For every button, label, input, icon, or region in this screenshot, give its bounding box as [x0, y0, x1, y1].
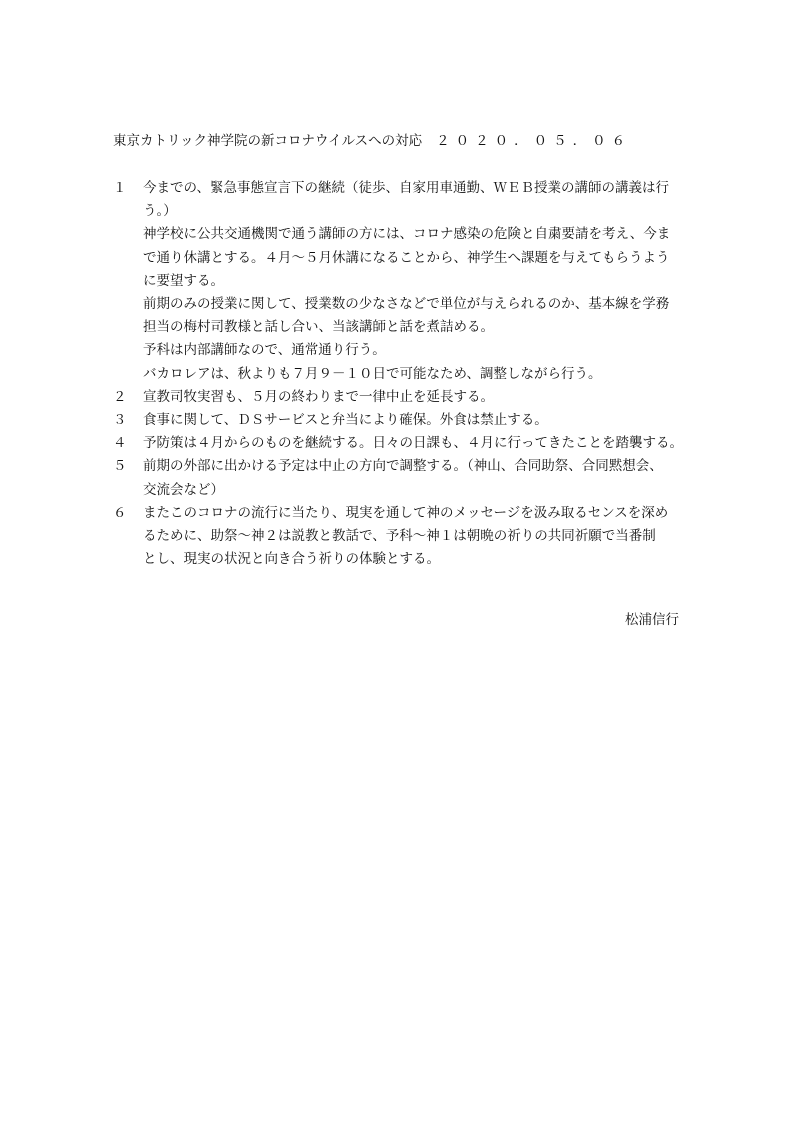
text-line: またこのコロナの流行に当たり、現実を通して神のメッセージを汲み取るセンスを深め	[143, 504, 669, 521]
text-line: 交流会など）	[143, 481, 224, 498]
text-line: 食事に関して、ＤＳサービスと弁当により確保。外食は禁止する。	[143, 412, 548, 429]
list-item-number: ６	[113, 504, 127, 521]
text-line: う。）	[143, 203, 177, 220]
numbered-list	[113, 177, 688, 571]
list-item-number: １	[113, 180, 127, 196]
text-line: 担当の梅村司教様と話し合い、当該講師と話を煮詰める。	[143, 319, 494, 336]
list-item-2	[113, 386, 688, 409]
text-line: で通り休講とする。４月～５月休講になることから、神学生へ課題を与えてもらうよう	[143, 249, 670, 266]
text-line: とし、現実の状況と向き合う祈りの体験とする。	[143, 551, 440, 568]
text-line: 神学校に公共交通機関で通う講師の方には、コロナ感染の危険と自粛要請を考え、今ま	[143, 226, 671, 243]
text-line: に要望する。	[143, 272, 224, 289]
document-title: 東京カトリック神学院の新コロナウイルスへの対応	[113, 133, 423, 149]
list-item-number: ３	[113, 412, 127, 429]
list-item-number: ５	[113, 458, 127, 475]
text-line: 予科は内部講師なので、通常通り行う。	[143, 342, 386, 359]
list-item-6	[113, 502, 688, 572]
document-title-line	[113, 131, 631, 151]
document-date: ２０２０．０５．０６	[436, 133, 632, 149]
list-item-number: ４	[113, 435, 127, 452]
list-item-1	[113, 177, 688, 386]
text-line: 宣教司牧実習も、５月の終わりまで一律中止を延長する。	[143, 388, 494, 405]
list-item-4	[113, 432, 688, 455]
text-line: 前期のみの授業に関して、授業数の少なさなどで単位が与えられるのか、基本線を学務	[143, 296, 670, 313]
text-line: 前期の外部に出かける予定は中止の方向で調整する。（神山、合同助祭、合同黙想会、	[143, 458, 663, 475]
list-item-number: ２	[113, 388, 127, 405]
list-item-3	[113, 409, 688, 432]
text-line: るために、助祭～神２は説教と教話で、予科～神１は朝晩の祈りの共同祈願で当番制	[143, 528, 656, 545]
signature: 松浦信行	[625, 612, 679, 628]
list-item-5	[113, 455, 688, 501]
text-line: 今までの、緊急事態宣言下の継続（徒歩、自家用車通勤、ＷＥＢ授業の講師の講義は行	[143, 180, 669, 196]
text-line: 予防策は４月からのものを継続する。日々の日課も、４月に行ってきたことを踏襲する。	[143, 435, 683, 452]
text-line: バカロレアは、秋よりも７月９－１０日で可能なため、調整しながら行う。	[143, 365, 602, 382]
